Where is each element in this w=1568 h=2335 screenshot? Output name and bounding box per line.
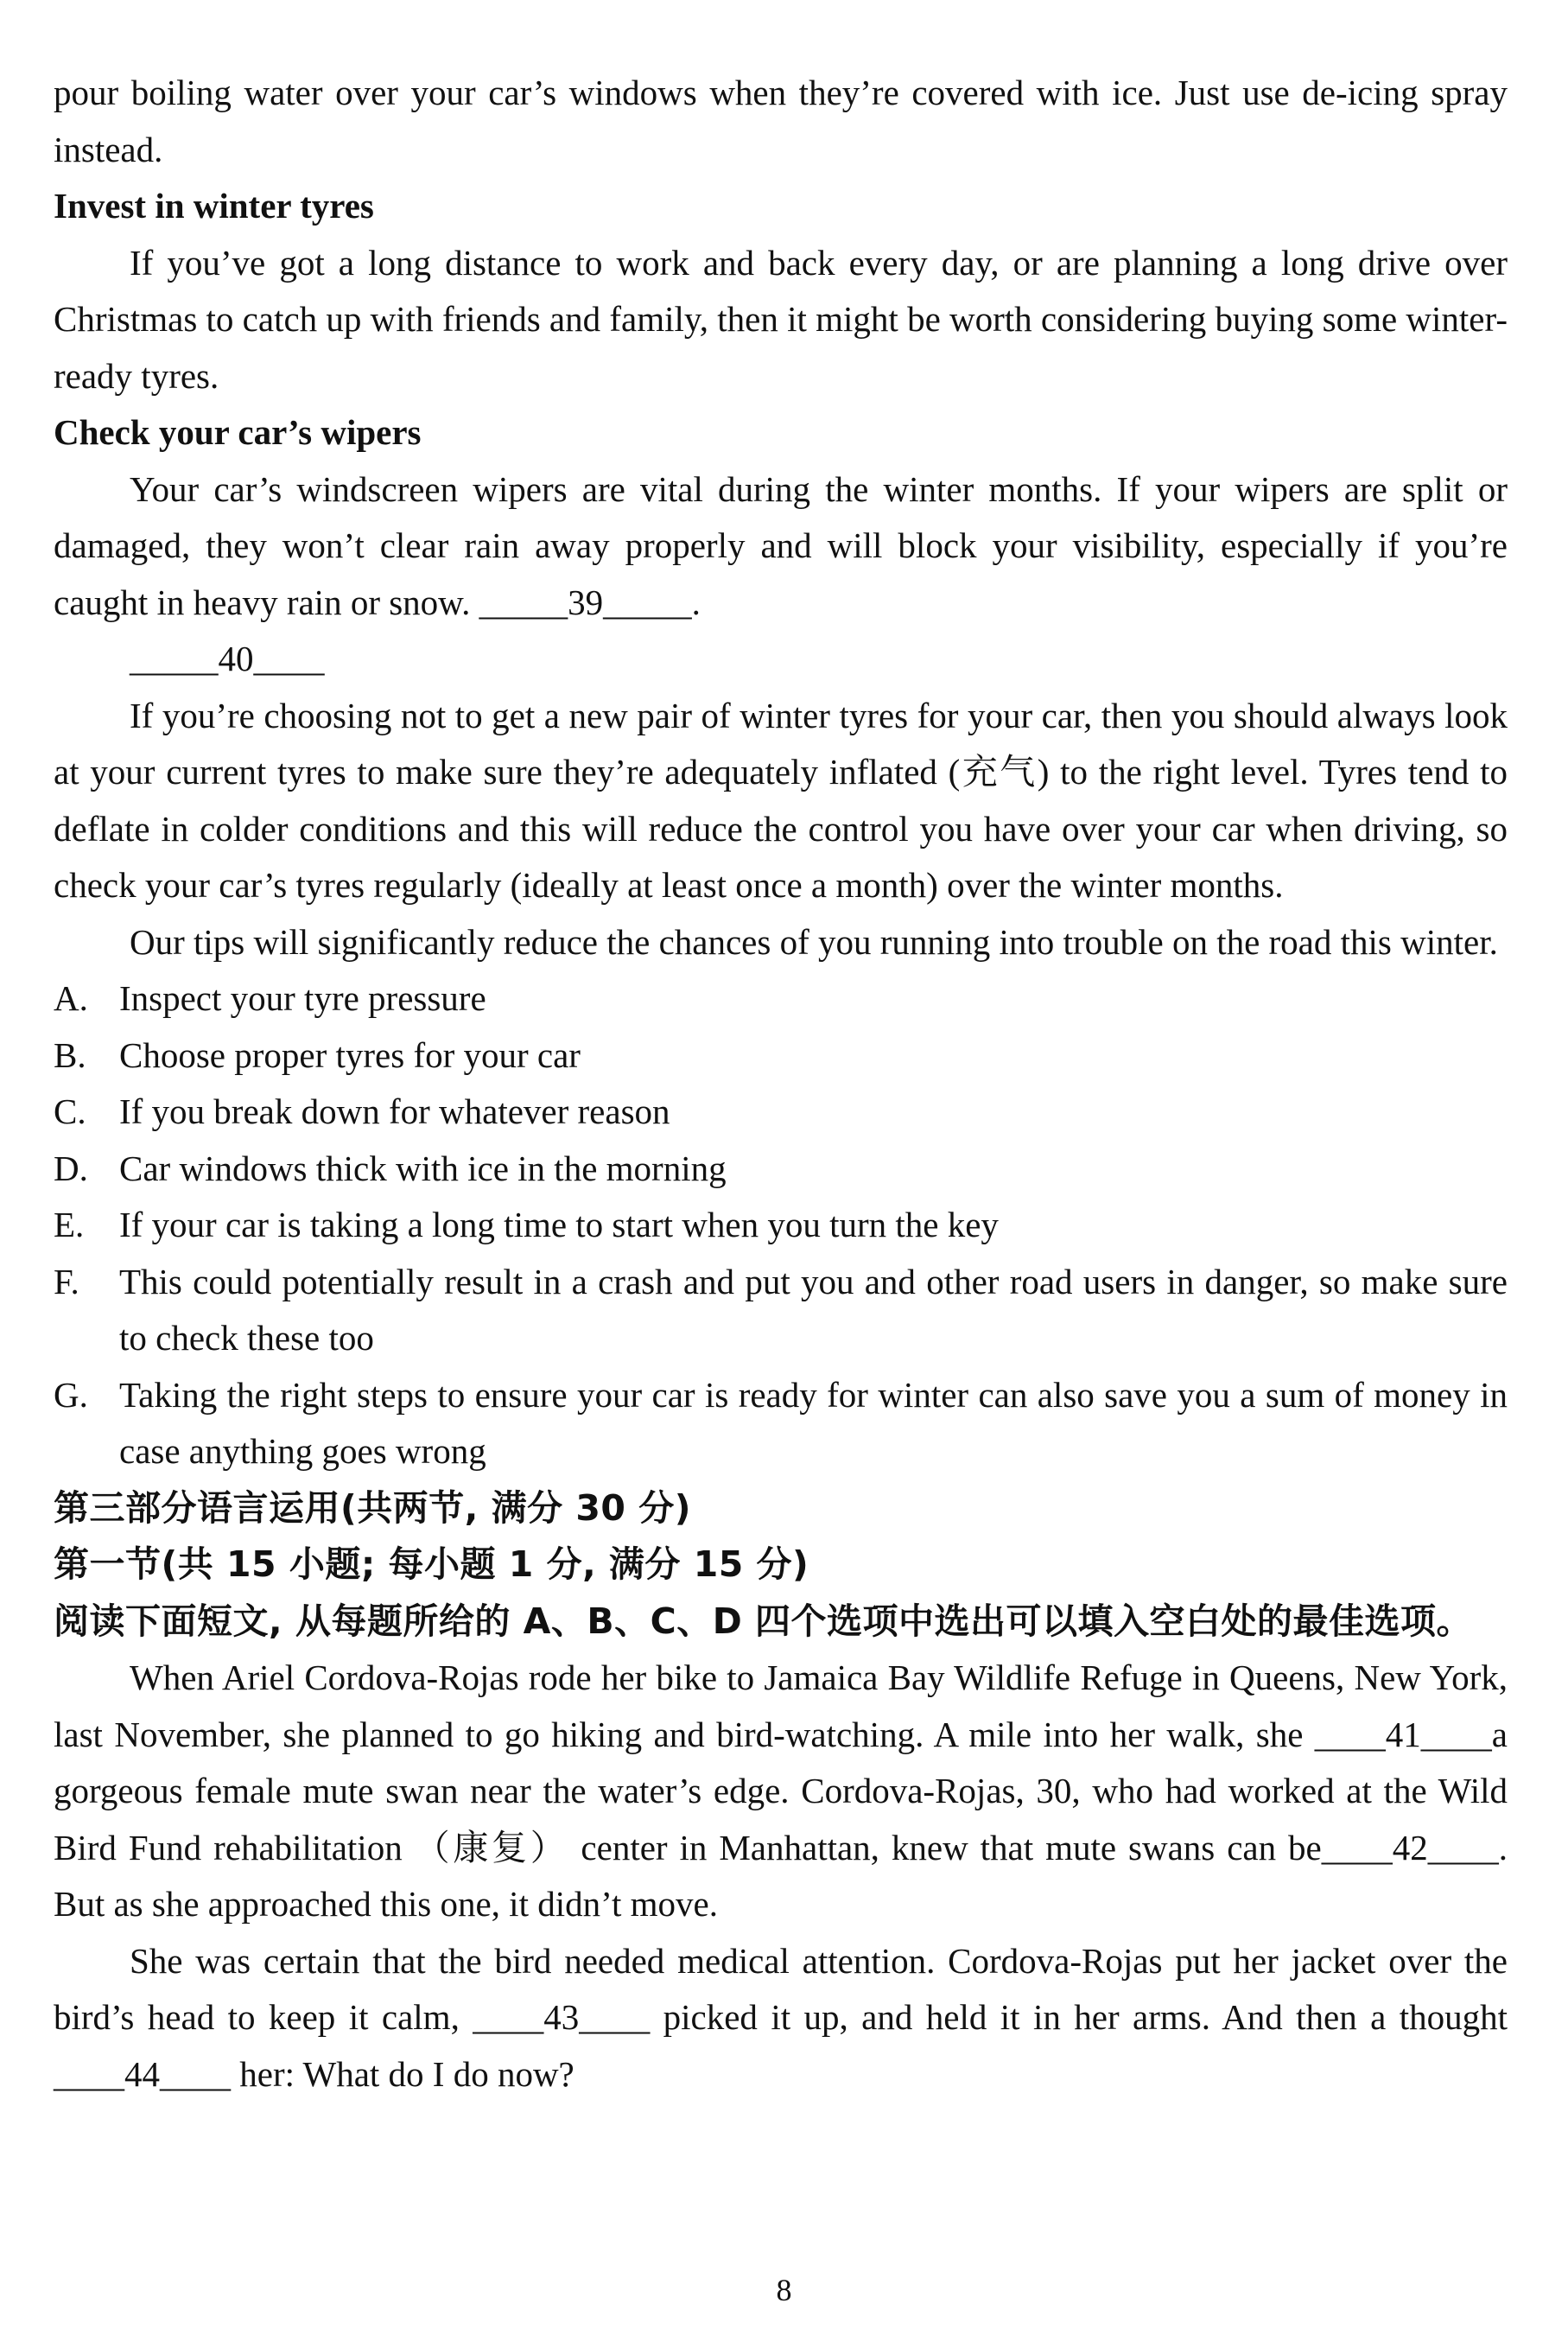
paragraph-winter-tyres: If you’ve got a long distance to work and back every day, or are planning a long drive over Christmas to catch up with friends and family, then it might be worth considering buying some winter-ready tyres. — [54, 242, 1508, 396]
option-a — [54, 970, 1508, 1028]
option-text: Choose proper tyres for your car — [119, 1034, 581, 1075]
option-text: Inspect your tyre pressure — [119, 978, 486, 1018]
option-letter: G. — [54, 1374, 88, 1415]
option-text: Taking the right steps to ensure your car is ready for winter can also save you a sum of money in case anything goes wrong — [119, 1374, 1508, 1471]
story-paragraph-2: She was certain that the bird needed medical attention. Cordova-Rojas put her jacket over the bird’s head to keep it calm, ____43____ picked it up, and held it in her arms. And then a thought ____44____ her: What do I do now? — [54, 1940, 1508, 2094]
paragraph-conclusion: Our tips will significantly reduce the chances of you running into trouble on the road this winter. — [130, 921, 1498, 962]
paragraph-ice-windows: pour boiling water over your car’s windows when they’re covered with ice. Just use de-icing spray instead. — [54, 73, 1508, 169]
option-text: This could potentially result in a crash and put you and other road users in danger, so make sure to check these too — [119, 1261, 1508, 1358]
option-c — [54, 1084, 1508, 1141]
option-letter: D. — [54, 1148, 88, 1188]
option-d — [54, 1141, 1508, 1198]
page-number: 8 — [776, 2273, 792, 2307]
paragraph-tyre-pressure: If you’re choosing not to get a new pair of winter tyres for your car, then you should always look at your current tyres to make sure they’re adequately inflated (充气) to the right level. Tyres tend to deflate in colder conditions and this will reduce the control you have over your car when driving, so check your car’s tyres regularly (ideally at least once a month) over the winter months. — [54, 695, 1508, 905]
page-content — [54, 65, 1508, 2103]
option-f — [54, 1254, 1508, 1367]
part3-title: 第三部分语言运用(共两节, 满分 30 分) — [54, 1486, 691, 1529]
option-letter: C. — [54, 1091, 86, 1131]
option-text: Car windows thick with ice in the morning — [119, 1148, 727, 1188]
option-text: If your car is taking a long time to start when you turn the key — [119, 1205, 999, 1244]
option-text: If you break down for whatever reason — [119, 1091, 670, 1131]
heading-wipers: Check your car’s wipers — [54, 412, 422, 452]
option-letter: B. — [54, 1034, 86, 1075]
blank-40-heading: _____40____ — [130, 639, 325, 678]
story-paragraph-1: When Ariel Cordova-Rojas rode her bike to Jamaica Bay Wildlife Refuge in Queens, New York, last November, she planned to go hiking and bird-watching. A mile into her walk, she ____41____a gorgeous female mute swan near the water’s edge. Cordova-Rojas, 30, who had worked at the Wild Bird Fund rehabilitation （康复） center in Manhattan, knew that mute swans can be____42____. But as she approached this one, it didn’t move. — [54, 1657, 1508, 1924]
paragraph-wipers: Your car’s windscreen wipers are vital during the winter months. If your wipers are split or damaged, they won’t clear rain away properly and will block your visibility, especially if you’re caught in heavy rain or snow. _____39_____. — [54, 468, 1508, 622]
option-letter: A. — [54, 978, 88, 1018]
option-b — [54, 1028, 1508, 1085]
part3-instruction: 阅读下面短文, 从每题所给的 A、B、C、D 四个选项中选出可以填入空白处的最佳选项。 — [54, 1600, 1472, 1642]
option-g — [54, 1367, 1508, 1480]
heading-winter-tyres: Invest in winter tyres — [54, 186, 374, 226]
option-letter: E. — [54, 1205, 85, 1244]
options-list — [54, 970, 1508, 1480]
part3-section1-title: 第一节(共 15 小题; 每小题 1 分, 满分 15 分) — [54, 1543, 809, 1585]
option-letter: F. — [54, 1261, 79, 1301]
option-e — [54, 1197, 1508, 1254]
